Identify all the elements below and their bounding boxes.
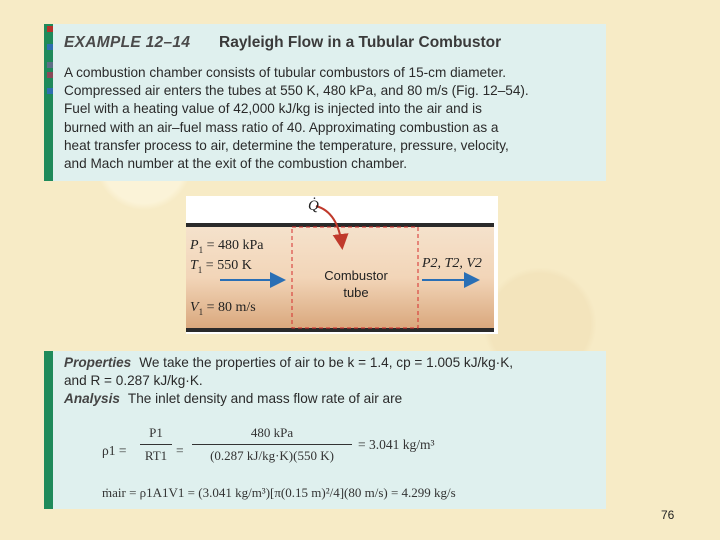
marker-icon — [47, 26, 53, 32]
example-statement — [64, 64, 592, 173]
eq1-fraction-bar — [140, 444, 172, 445]
tube-wall-top — [186, 223, 494, 227]
eq1-num1: P1 — [149, 425, 163, 440]
inlet-pressure: $P_1 = 480$ kPa — [190, 238, 264, 255]
inlet-temperature-value: 550 K — [217, 258, 252, 273]
eq1-fraction-bar — [192, 444, 352, 445]
marker-icon — [47, 62, 53, 68]
page-number: 76 — [661, 508, 675, 522]
mass-flow-equation: ṁair = ρ1A1V1 = (3.041 kg/m³)[π(0.15 m)²/4](80 m/s) = 4.299 kg/s — [102, 485, 456, 500]
properties-line: We take the properties of air to be k = 1.4, cp = 1.005 kJ/kg·K, — [139, 355, 514, 370]
combustor-label-line1: Combustor — [324, 268, 388, 283]
inlet-velocity: $V_1 = 80$ m/s — [190, 300, 256, 317]
marker-icon — [47, 88, 53, 94]
statement-line: heat transfer process to air, determine the temperature, pressure, velocity, — [64, 137, 509, 153]
accent-bar — [44, 351, 53, 509]
eq1-den1: RT1 — [144, 448, 168, 463]
example-box — [44, 24, 606, 181]
statement-line: and Mach number at the exit of the combustion chamber. — [64, 156, 408, 172]
tube-wall-bottom — [186, 328, 494, 332]
eq1-num2: 480 kPa — [250, 425, 294, 440]
statement-line: burned with an air–fuel mass ratio of 40. Approximating combustion as a — [64, 119, 499, 135]
density-lhs: ρ1 = — [102, 443, 127, 458]
inlet-pressure-value: 480 kPa — [217, 238, 264, 253]
analysis-label: Analysis — [64, 391, 120, 407]
combustor-label — [312, 267, 400, 301]
properties-line: and R = 0.287 kJ/kg·K. — [64, 373, 203, 389]
example-header — [64, 34, 502, 52]
analysis-text: The inlet density and mass flow rate of air are — [127, 391, 403, 407]
marker-icon — [47, 72, 53, 78]
example-title: Rayleigh Flow in a Tubular Combustor — [219, 34, 502, 51]
combustor-figure — [186, 196, 498, 334]
properties-text — [64, 354, 592, 409]
solution-box — [44, 351, 606, 509]
marker-icon — [47, 44, 53, 50]
eq1-equals: = — [176, 443, 184, 458]
example-number: EXAMPLE 12–14 — [64, 34, 191, 51]
statement-line: Fuel with a heating value of 42,000 kJ/kg is injected into the air and is — [64, 101, 482, 117]
heat-label: Q̇ — [308, 198, 319, 214]
inlet-velocity-value: 80 m/s — [217, 300, 256, 315]
eq1-result: = 3.041 kg/m³ — [358, 437, 435, 452]
combustor-label-line2: tube — [343, 285, 369, 300]
inlet-temperature: $T_1 = 550$ K — [190, 258, 252, 275]
exit-state-label: P2, T2, V2 — [422, 256, 482, 271]
statement-line: A combustion chamber consists of tubular combustors of 15-cm diameter. — [64, 65, 506, 80]
eq1-den2: (0.287 kJ/kg·K)(550 K) — [210, 448, 334, 463]
statement-line: Compressed air enters the tubes at 550 K, 480 kPa, and 80 m/s (Fig. 12–54). — [64, 83, 529, 99]
properties-label: Properties — [64, 355, 132, 370]
